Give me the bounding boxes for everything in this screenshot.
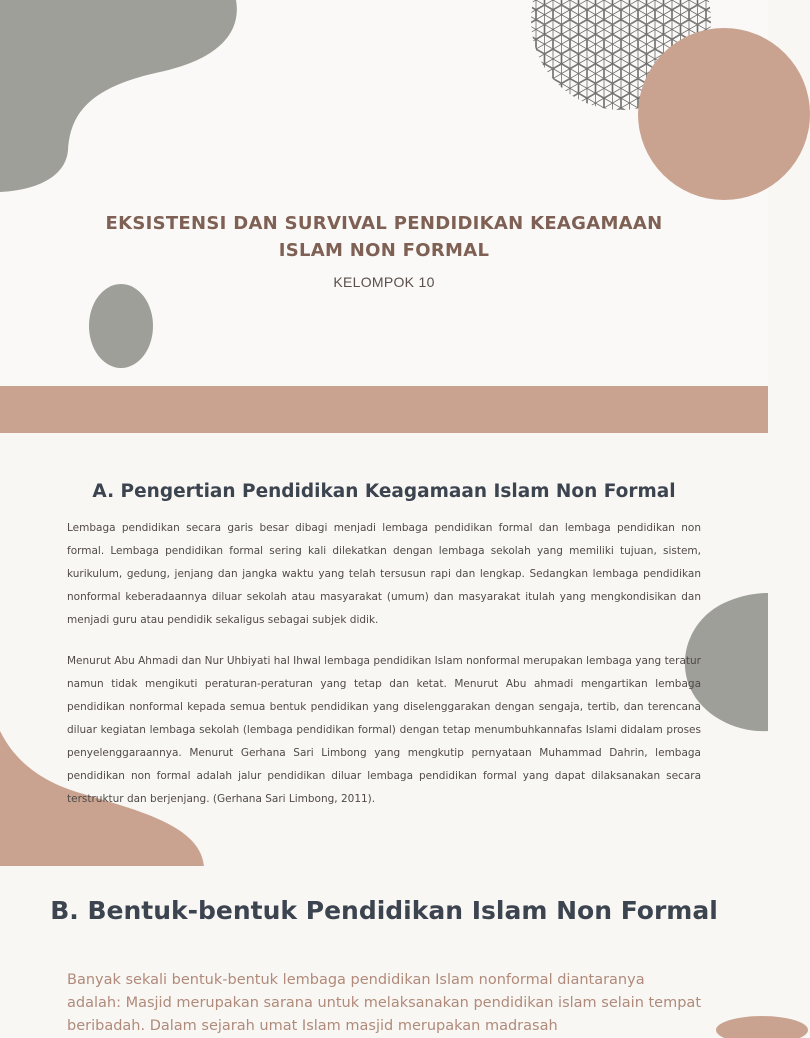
title-slide [0, 0, 768, 386]
definition-slide [0, 433, 768, 866]
color-band [0, 386, 768, 433]
paragraph-definition: Lembaga pendidikan secara garis besar dibagi menjadi lembaga pendidikan formal dan lembaga pendidikan non formal. Lembaga pendidikan formal sering kali dilekatkan dengan lembaga sekolah yang memiliki tujuan, sistem, kurikulum, gedung, jenjang dan jangka waktu yang telah tersusun rapi dan lengkap. Sedangkan lembaga pendidikan nonformal keberadaannya diluar sekolah atau masyarakat (umum) dan masyarakat itulah yang mengkondisikan dan menjadi guru atau pendidik sekaligus sebagai subjek didik. [67, 522, 701, 626]
gray-oval [88, 283, 154, 369]
paragraph-forms: Banyak sekali bentuk-bentuk lembaga pendidikan Islam nonformal diantaranya adalah: Masjid merupakan sarana untuk melaksanakan pendidikan islam selain tempat beribadah. Dalam sejarah umat Islam masjid merupakan madrasah [67, 972, 701, 1034]
presentation-title [0, 210, 768, 264]
section-a-heading: A. Pengertian Pendidikan Keagamaan Islam Non Formal [92, 481, 676, 502]
paragraph-opinions: Menurut Abu Ahmadi dan Nur Uhbiyati hal Ihwal lembaga pendidikan Islam nonformal merupakan lembaga yang teratur namun tidak mengikuti peraturan-peraturan yang tetap dan ketat. Menurut Abu ahmadi mengartikan lembaga pendidikan nonformal kepada semua bentuk pendidikan yang diselenggarakan dengan sengaja, tertib, dan terencana diluar kegiatan lembaga sekolah (lembaga pendidikan formal) dengan tetap menumbuhkannafas Islami didalam proses penyelenggaraannya. Menurut Gerhana Sari Limbong yang mengkutip pernyataan Muhammad Dahrin, lembaga pendidikan non formal adalah jalur pendidikan diluar lembaga pendidikan formal yang dapat dilaksanakan secara terstruktur dan berjenjang. (Gerhana Sari Limbong, 2011). [67, 655, 701, 805]
section-b-heading: B. Bentuk-bentuk Pendidikan Islam Non Formal [50, 896, 718, 925]
title-line-2: ISLAM NON FORMAL [278, 240, 490, 261]
rose-circle-top-right [638, 28, 810, 202]
gray-blob-top-left [0, 0, 250, 200]
group-subtitle: KELOMPOK 10 [333, 274, 435, 290]
title-line-1: EKSISTENSI DAN SURVIVAL PENDIDIKAN KEAGAMAAN [105, 213, 663, 234]
forms-slide [0, 866, 768, 1034]
rose-circle-bottom-right [712, 1014, 768, 1024]
